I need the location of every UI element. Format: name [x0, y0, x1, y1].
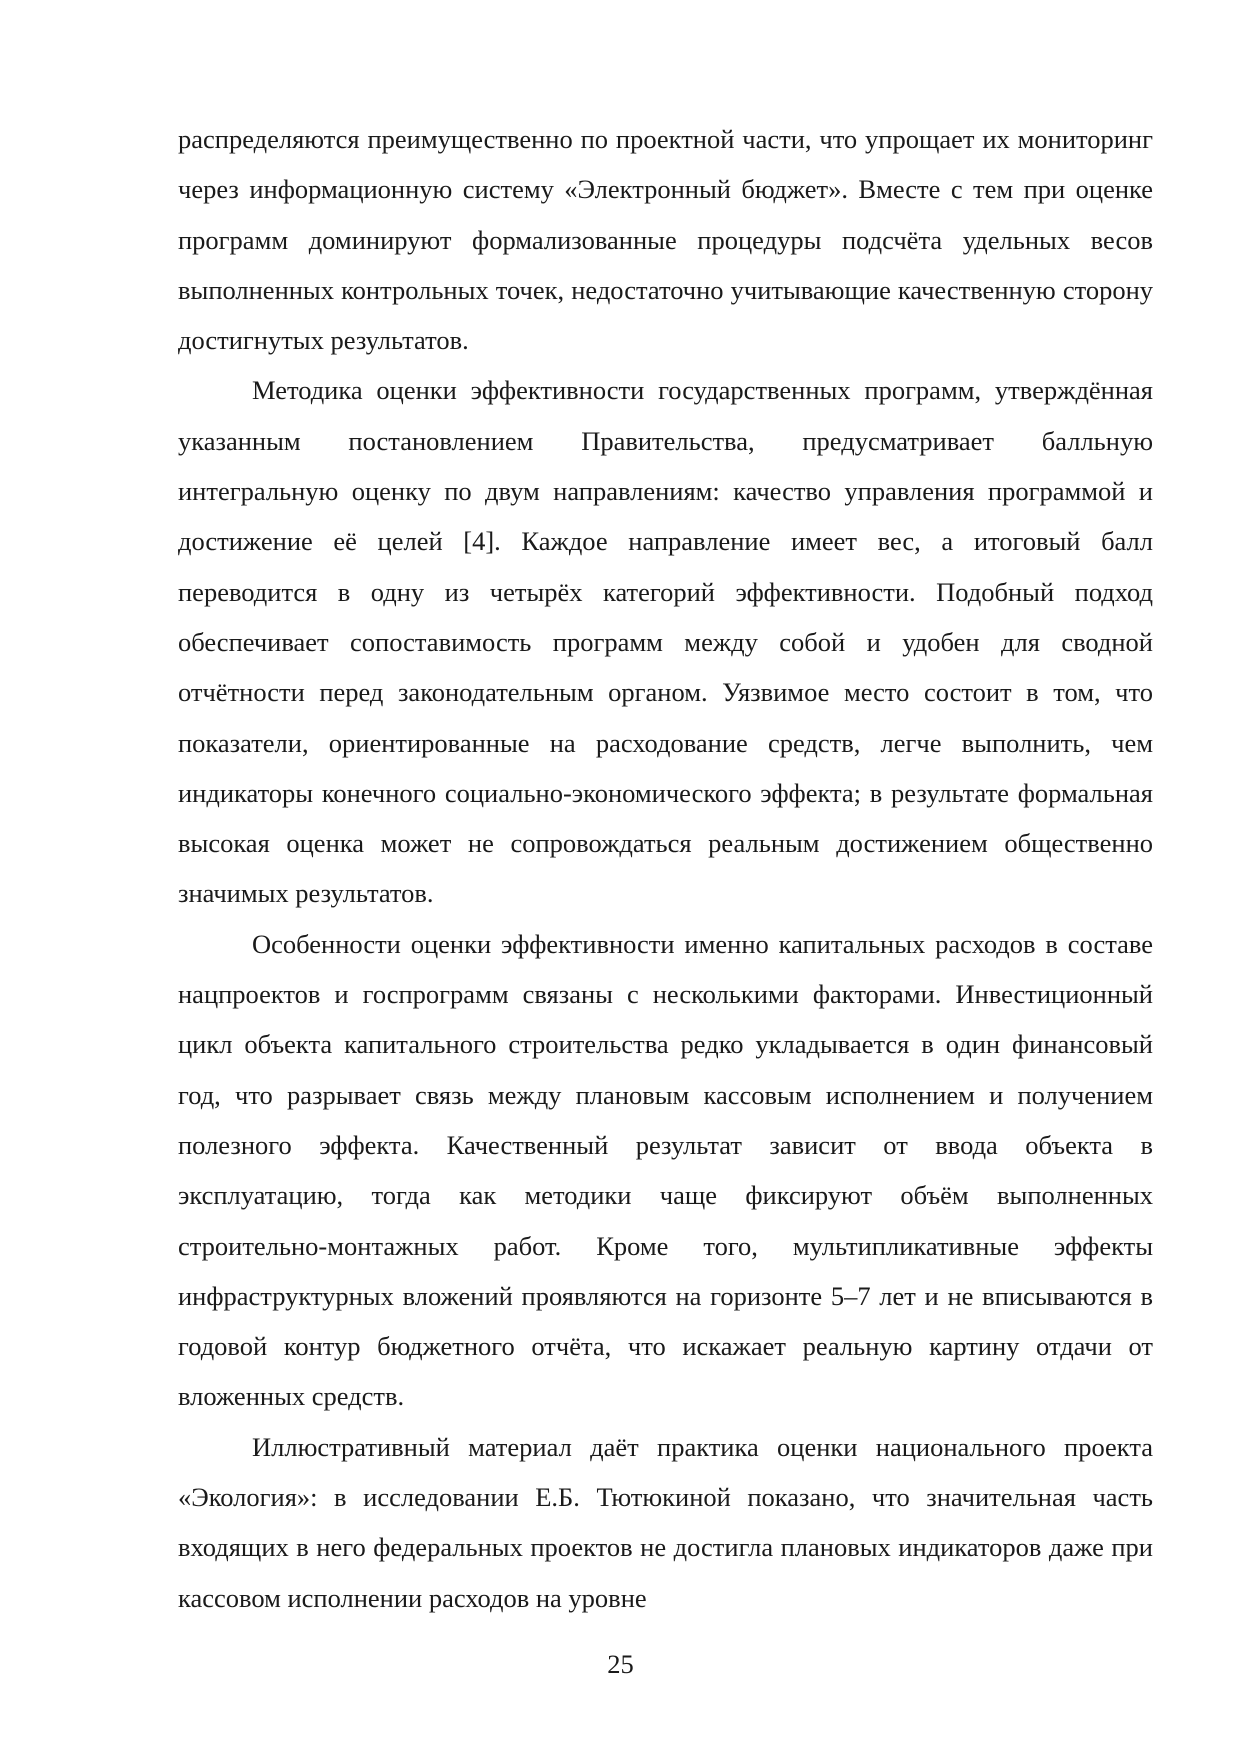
paragraph-ecology-project: Иллюстративный материал даёт практика оценки национального проекта «Экология»: в исследовании Е.Б. Тютюкиной показано, что значительная часть входящих в него федеральных проектов не достигла плановых индикаторов даже при кассовом исполнении расходов на уровне [178, 1431, 1153, 1613]
page-number: 25 [607, 1649, 634, 1679]
body-text [178, 114, 1153, 1623]
paragraph-methodology: Методика оценки эффективности государственных программ, утверждённая указанным постановлением Правительства, предусматривает балльную интегральную оценку по двум направлениям: качество управления программой и достижение её целей [4]. Каждое направление имеет вес, а итоговый балл переводится в одну из четырёх категорий эффективности. Подобный подход обеспечивает сопоставимость программ между собой и удобен для сводной отчётности перед законодательным органом. Уязвимое место состоит в том, что показатели, ориентированные на расходование средств, легче выполнить, чем индикаторы конечного социально-экономического эффекта; в результате формальная высокая оценка может не сопровождаться реальным достижением общественно значимых результатов. [178, 375, 1153, 909]
paragraph-capital-expenditures: Особенности оценки эффективности именно капитальных расходов в составе нацпроектов и госпрограмм связаны с несколькими факторами. Инвестиционный цикл объекта капитального строительства редко укладывается в один финансовый год, что разрывает связь между плановым кассовым исполнением и получением полезного эффекта. Качественный результат зависит от ввода объекта в эксплуатацию, тогда как методики чаще фиксируют объём выполненных строительно-монтажных работ. Кроме того, мультипликативные эффекты инфраструктурных вложений проявляются на горизонте 5–7 лет и не вписываются в годовой контур бюджетного отчёта, что искажает реальную картину отдачи от вложенных средств. [178, 928, 1153, 1412]
paragraph-continued: распределяются преимущественно по проектной части, что упрощает их мониторинг через информационную систему «Электронный бюджет». Вместе с тем при оценке программ доминируют формализованные процедуры подсчёта удельных весов выполненных контрольных точек, недостаточно учитывающие качественную сторону достигнутых результатов. [178, 124, 1153, 356]
